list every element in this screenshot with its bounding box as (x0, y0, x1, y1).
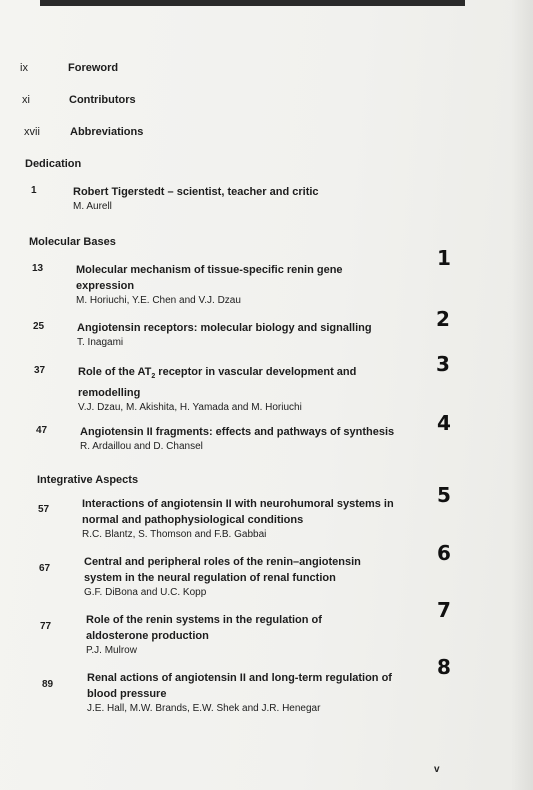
abbreviations-page-number: xvii (24, 126, 40, 138)
chapter-page-number: 89 (42, 679, 54, 690)
page-folio: v (434, 764, 440, 775)
dedication-title: Robert Tigerstedt – scientist, teacher and critic (73, 186, 319, 198)
chapter-page-number: 67 (39, 563, 51, 574)
foreword-label: Foreword (68, 62, 119, 74)
chapter-page-number: 25 (33, 321, 45, 332)
chapter-title: Central and peripheral roles of the renin–angiotensin system in the neural regulation of renal function (84, 556, 361, 584)
section-molecular-bases: Molecular Bases (29, 236, 116, 248)
chapter-page-number: 13 (32, 263, 44, 274)
dedication-authors: M. Aurell (73, 201, 112, 212)
chapter-number-4: 4 (437, 411, 451, 435)
top-edge (40, 0, 465, 6)
chapter-number-7: 7 (437, 598, 451, 622)
chapter-title: Angiotensin receptors: molecular biology and signalling (77, 322, 372, 334)
chapter-number-5: 5 (437, 483, 451, 507)
chapter-page-number: 77 (40, 621, 52, 632)
chapter-number-1: 1 (437, 246, 451, 270)
chapter-number-6: 6 (437, 541, 451, 565)
chapter-number-8: 8 (437, 655, 451, 679)
foreword-page-number: ix (20, 62, 28, 74)
dedication-page-number: 1 (31, 185, 37, 196)
chapter-title: Role of the $AT_2$ receptor in vascular development and remodelling (78, 366, 357, 400)
section-integrative-aspects: Integrative Aspects (37, 474, 139, 486)
page-shadow (511, 0, 533, 790)
chapter-page-number: 47 (36, 425, 48, 436)
chapter-title: Role of the renin systems in the regulation of aldosterone production (86, 614, 322, 642)
chapter-page-number: 57 (38, 504, 50, 515)
chapter-authors: M. Horiuchi, Y.E. Chen and V.J. Dzau (76, 295, 241, 306)
contributors-label: Contributors (69, 94, 136, 106)
chapter-authors: G.F. DiBona and U.C. Kopp (84, 587, 207, 598)
chapter-authors: R.C. Blantz, S. Thomson and F.B. Gabbai (82, 529, 267, 540)
chapter-title: Angiotensin II fragments: effects and pathways of synthesis (80, 426, 395, 438)
chapter-authors: R. Ardaillou and D. Chansel (80, 441, 203, 452)
chapter-title: Interactions of angiotensin II with neurohumoral systems in normal and pathophysiological conditions (82, 498, 394, 526)
chapter-number-2: 2 (436, 307, 450, 331)
chapter-page-number: 37 (34, 365, 46, 376)
contributors-page-number: xi (22, 94, 30, 106)
chapter-authors: V.J. Dzau, M. Akishita, H. Yamada and M. Horiuchi (78, 402, 302, 414)
abbreviations-label: Abbreviations (70, 126, 144, 138)
chapter-authors: P.J. Mulrow (86, 645, 137, 656)
chapter-authors: J.E. Hall, M.W. Brands, E.W. Shek and J.R. Henegar (87, 703, 321, 714)
chapter-authors: T. Inagami (77, 337, 124, 348)
chapter-title: Molecular mechanism of tissue-specific renin gene expression (76, 264, 343, 292)
chapter-number-3: 3 (436, 352, 450, 376)
dedication-heading: Dedication (25, 158, 82, 170)
chapter-title: Renal actions of angiotensin II and long-term regulation of blood pressure (87, 672, 392, 700)
